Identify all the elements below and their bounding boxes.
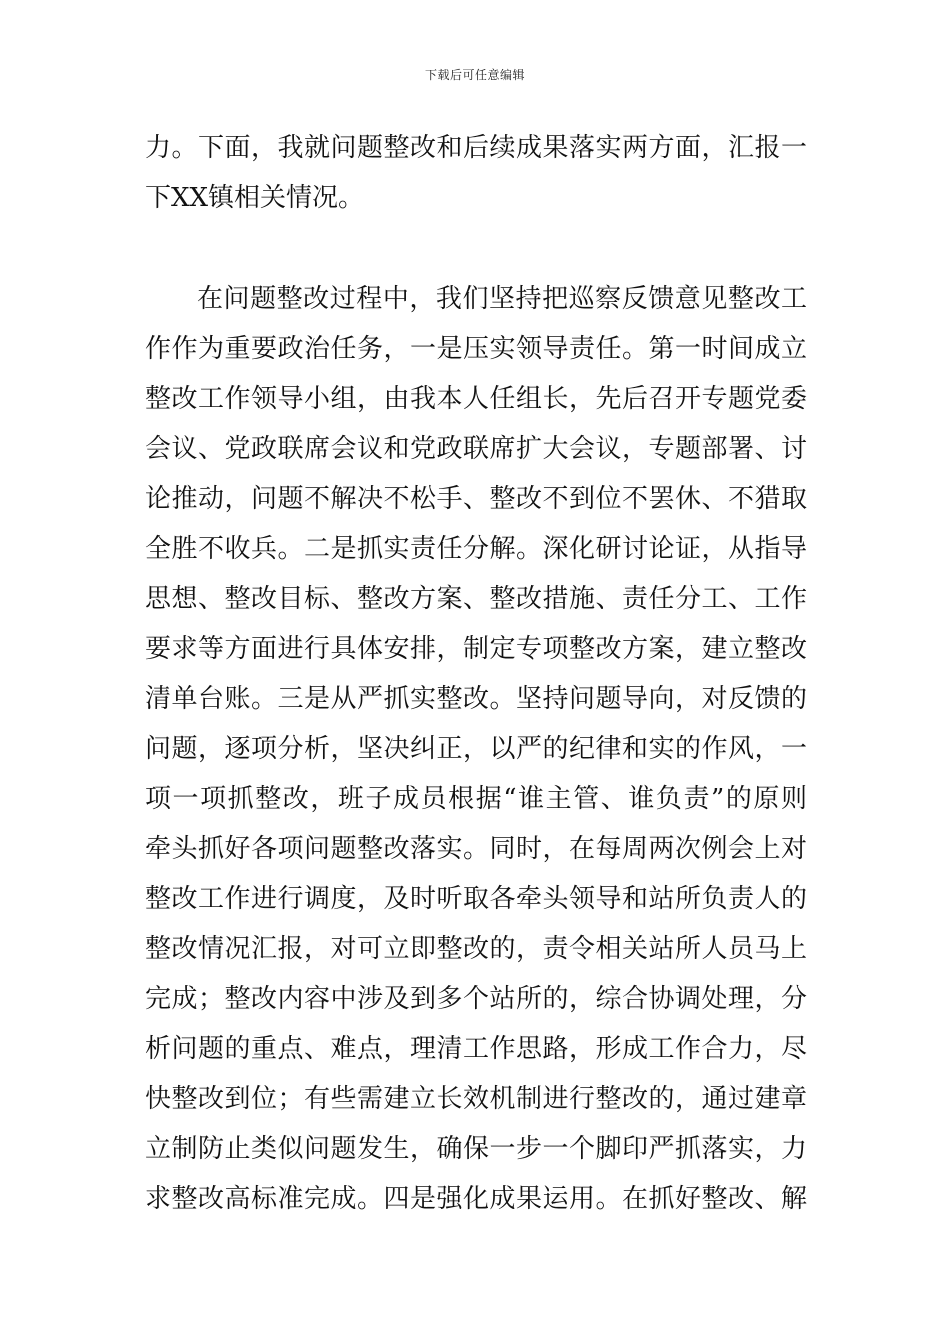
text-line: 牵头抓好各项问题整改落实。同时，在每周两次例会上对	[145, 834, 807, 864]
text-line: 论推动，问题不解决不松手、整改不到位不罢休、不猎取	[145, 484, 807, 514]
paragraph-2	[145, 274, 807, 1224]
paragraph-1	[145, 123, 807, 223]
text-line: 整改工作进行调度，及时听取各牵头领导和站所负责人的	[145, 884, 807, 914]
text-line: 全胜不收兵。二是抓实责任分解。深化研讨论证，从指导	[145, 534, 807, 564]
text-line: 整改工作领导小组，由我本人任组长，先后召开专题党委	[145, 384, 807, 414]
text-line: 析问题的重点、难点，理清工作思路，形成工作合力，尽	[145, 1034, 807, 1064]
text-line: 快整改到位；有些需建立长效机制进行整改的，通过建章	[145, 1084, 807, 1114]
text-line: 整改情况汇报，对可立即整改的，责令相关站所人员马上	[145, 934, 807, 964]
text-line: 问题，逐项分析，坚决纠正，以严的纪律和实的作风，一	[145, 734, 807, 764]
text-line: 在问题整改过程中，我们坚持把巡察反馈意见整改工	[197, 284, 807, 314]
text-line: 项一项抓整改，班子成员根据“谁主管、谁负责”的原则	[145, 784, 807, 814]
text-line: 作作为重要政治任务，一是压实领导责任。第一时间成立	[145, 334, 807, 364]
text-line: 力。下面，我就问题整改和后续成果落实两方面，汇报一	[145, 133, 807, 163]
text-line: 会议、党政联席会议和党政联席扩大会议，专题部署、讨	[145, 434, 807, 464]
text-line: 下XX镇相关情况。	[145, 183, 365, 213]
text-line: 求整改高标准完成。四是强化成果运用。在抓好整改、解	[145, 1184, 807, 1214]
text-line: 清单台账。三是从严抓实整改。坚持问题导向，对反馈的	[145, 684, 807, 714]
text-line: 立制防止类似问题发生，确保一步一个脚印严抓落实，力	[145, 1134, 807, 1164]
text-line: 要求等方面进行具体安排，制定专项整改方案，建立整改	[145, 634, 807, 664]
page-header: 下载后可任意编辑	[424, 68, 525, 82]
text-line: 思想、整改目标、整改方案、整改措施、责任分工、工作	[145, 584, 807, 614]
text-line: 完成；整改内容中涉及到多个站所的，综合协调处理，分	[145, 984, 807, 1014]
